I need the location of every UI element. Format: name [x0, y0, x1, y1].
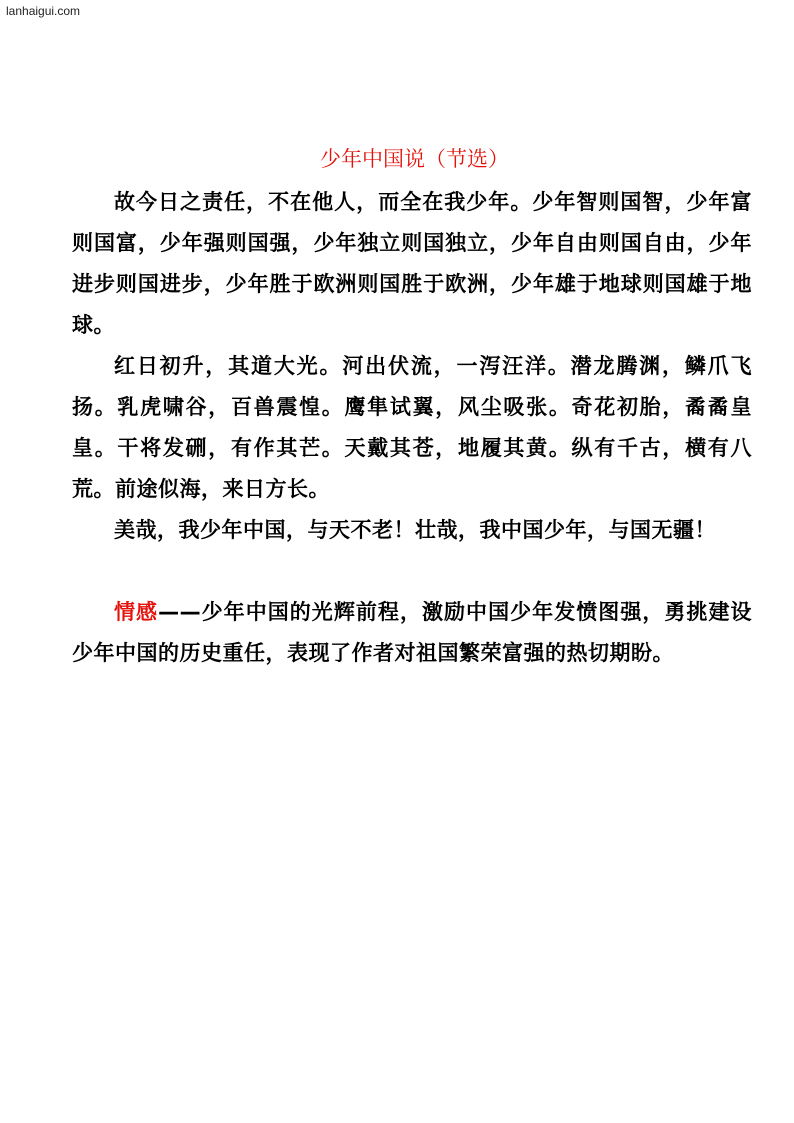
site-watermark: lanhaigui.com: [6, 4, 81, 18]
emotion-label: 情感: [114, 600, 159, 624]
section-spacer: [72, 551, 752, 592]
document-body: [72, 182, 752, 674]
document-title: 少年中国说（节选）: [320, 147, 509, 171]
paragraph-3: 美哉，我少年中国，与天不老！壮哉，我中国少年，与国无疆！: [114, 518, 716, 542]
emotion-paragraph: [72, 592, 752, 674]
emotion-text: ——少年中国的光辉前程，激励中国少年发愤图强，勇挑建设少年中国的历史重任，表现了作者对祖国繁荣富强的热切期盼。: [72, 600, 753, 665]
paragraph-2: 红日初升，其道大光。河出伏流，一泻汪洋。潜龙腾渊，鳞爪飞扬。乳虎啸谷，百兽震惶。鹰隼试翼，风尘吸张。奇花初胎，矞矞皇皇。干将发硎，有作其芒。天戴其苍，地履其黄。纵有千古，横有八荒。前途似海，来日方长。: [72, 354, 752, 501]
paragraph-1: 故今日之责任，不在他人，而全在我少年。少年智则国智，少年富则国富，少年强则国强，少年独立则国独立，少年自由则国自由，少年进步则国进步，少年胜于欧洲则国胜于欧洲，少年雄于地球则国雄于地球。: [72, 190, 752, 337]
